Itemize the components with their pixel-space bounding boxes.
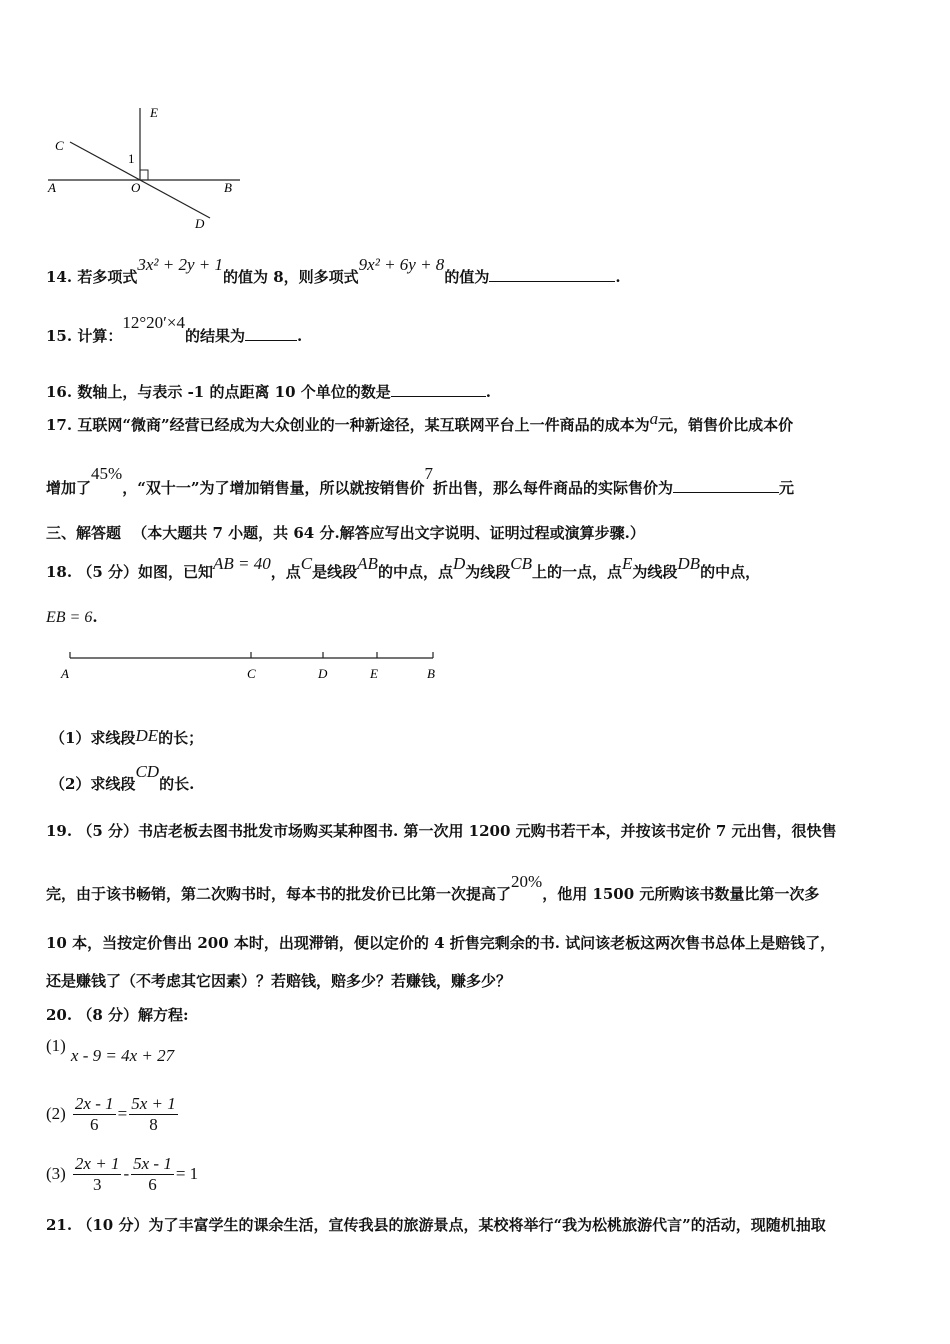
question-16 [46,381,491,402]
question-19-line-4 [46,970,511,991]
seg-label-e: E [370,666,378,681]
q15-number: 15. [46,327,73,345]
seg-label-b: B [427,666,435,681]
q17-text-1b: 元，销售价比成本价 [658,416,794,434]
q20-equation-3 [46,1154,198,1195]
q17-seven: 7 [424,464,433,483]
q14-expr-1: 3x² + 2y + 1 [137,255,223,274]
seg-label-c: C [247,666,256,681]
q18-t8: 的中点， [700,563,761,581]
q21-number: 21. [46,1216,73,1234]
q18-t3: 是线段 [312,563,358,581]
q20-e2-den-2: 8 [149,1115,158,1134]
q20-e3-rhs: = 1 [175,1164,199,1183]
question-14 [46,255,621,287]
q20-score: （8 分） [77,1006,139,1024]
q18-de: DE [135,726,159,745]
q17-text-2c: 折出售，那么每件商品的实际售价为 [432,479,673,497]
q18-number: 18. [46,563,73,581]
q14-text-2: 的值为 8，则多项式 [223,268,359,286]
q20-e2-num-1: 2x - 1 [74,1094,114,1113]
q18-eb-end: . [92,608,98,626]
angle-figure [40,100,250,235]
q20-e2-frac-2 [129,1094,178,1135]
question-18-line-2 [46,608,98,627]
label-o: O [131,180,141,195]
question-17-line-2 [46,464,794,498]
q18-ab: AB [357,554,378,573]
q18-t7: 为线段 [632,563,678,581]
q20-e3-num-1: 2x + 1 [74,1154,120,1173]
q19-percent: 20% [511,872,543,891]
q14-text-1: 若多项式 [77,268,138,286]
q20-e3-den-1: 3 [92,1175,102,1194]
question-20 [46,1004,189,1025]
q17-text-2b: ，“双十一”为了增加销售量，所以就按销售价 [122,479,425,497]
q15-text-2: 的结果为 [184,327,245,345]
q18-sub1-text-b: 的长； [158,729,204,747]
q20-e3-minus: - [123,1164,130,1183]
q20-equation-2 [46,1094,180,1135]
seg-label-d: D [318,666,328,681]
q18-t1: 如图，已知 [138,563,214,581]
q15-answer-blank[interactable] [245,326,297,341]
section-3-note: （本大题共 7 小题，共 64 分.解答应写出文字说明、证明过程或演算步骤.） [132,524,645,542]
label-angle-1: 1 [128,151,135,166]
q18-t5: 为线段 [465,563,511,581]
q18-sub1-text-a: （1）求线段 [50,729,136,747]
q20-e3-label: (3) [46,1164,66,1183]
label-e: E [150,105,158,120]
q20-e3-frac-1 [73,1154,122,1195]
section-3-heading [46,522,645,543]
q16-end: . [485,383,492,401]
q19-score: （5 分） [77,822,139,840]
q20-e1-expr: x - 9 = 4x + 27 [70,1046,175,1065]
q21-score: （10 分） [77,1216,149,1234]
q20-e2-eq: = [117,1104,128,1123]
q20-e2-den-1: 6 [90,1115,99,1134]
q20-title: 解方程: [138,1006,189,1024]
segment-figure [55,646,455,686]
question-18-line-1 [46,554,761,582]
q18-t6: 上的一点，点 [531,563,622,581]
q18-eb: EB = 6 [46,609,93,626]
q14-text-3: 的值为 [444,268,490,286]
q15-text-1: 计算： [77,327,123,345]
q16-answer-blank[interactable] [391,382,486,397]
q20-e3-num-2: 5x - 1 [133,1154,172,1173]
label-a: A [48,180,56,195]
q17-number: 17. [46,416,73,434]
section-3-title: 三、解答题 [46,524,122,542]
q17-text-1a: 互联网“微商”经营已经成为大众创业的一种新途径，某互联网平台上一件商品的成本为 [77,416,650,434]
q14-number: 14. [46,268,73,286]
question-19-line-3 [46,932,835,953]
seg-label-a: A [61,666,69,681]
q20-e2-label: (2) [46,1104,66,1123]
q18-cb: CB [510,554,532,573]
q14-end: . [615,268,621,286]
q20-e2-num-2: 5x + 1 [131,1094,176,1113]
q20-e3-frac-2 [131,1154,174,1195]
q17-percent: 45% [91,464,123,483]
q15-expr: 12°20′×4 [122,313,185,332]
q19-line-2a: 完，由于该书畅销，第二次购书时，每本书的批发价已比第一次提高了 [46,885,512,903]
q21-line-1: 为了丰富学生的课余生活，宣传我县的旅游景点，某校将举行“我为松桃旅游代言”的活动，现随机抽取 [148,1216,826,1234]
question-19-line-1 [46,820,837,841]
q18-sub2-text-a: （2）求线段 [50,775,136,793]
q18-sub2-text-b: 的长. [159,775,195,793]
label-c: C [55,138,64,153]
question-21 [46,1214,826,1235]
q19-line-4-text: 还是赚钱了（不考虑其它因素）？若赔钱，赔多少？若赚钱，赚多少？ [46,972,512,990]
question-17-line-1 [46,409,794,435]
q17-text-2d: 元 [778,479,794,497]
q19-line-1-text: 书店老板去图书批发市场购买某种图书. 第一次用 1200 元购书若干本，并按该书定价 7 元出售，很快售 [138,822,837,840]
q17-answer-blank[interactable] [673,478,779,493]
q19-number: 19. [46,822,73,840]
q18-score: （5 分） [77,563,139,581]
label-d: D [195,216,205,231]
q20-number: 20. [46,1006,73,1024]
q14-answer-blank[interactable] [489,267,615,282]
q18-c: C [300,554,313,573]
right-angle-mark [140,170,148,180]
q19-line-3-text: 10 本，当按定价售出 200 本时，出现滞销，便以定价的 4 折售完剩余的书. 试问该老板这两次售书总体上是赔钱了， [46,934,836,952]
q20-e1-label: (1) [46,1036,66,1055]
q18-sub-2 [50,762,195,794]
q17-var-a: a [649,409,659,428]
q20-e3-den-2: 6 [148,1175,157,1194]
q18-t4: 的中点，点 [377,563,453,581]
q18-ab40: AB = 40 [213,554,271,573]
q18-e: E [622,554,633,573]
label-b: B [224,180,232,195]
q17-text-2a: 增加了 [46,479,92,497]
q16-number: 16. [46,383,73,401]
q18-t2: ，点 [270,563,301,581]
q18-db: DB [677,554,701,573]
q14-expr-2: 9x² + 6y + 8 [358,255,445,274]
q19-line-2b: ，他用 1500 元所购该书数量比第一次多 [542,885,820,903]
question-15 [46,313,303,346]
q18-cd: CD [135,762,160,781]
q18-d: D [452,554,466,573]
question-19-line-2 [46,872,820,904]
q16-text: 数轴上，与表示 -1 的点距离 10 个单位的数是 [77,383,391,401]
q20-equation-1 [46,1036,175,1065]
q20-e2-frac-1 [73,1094,116,1135]
q18-sub-1 [50,727,203,748]
q15-end: . [296,327,303,345]
